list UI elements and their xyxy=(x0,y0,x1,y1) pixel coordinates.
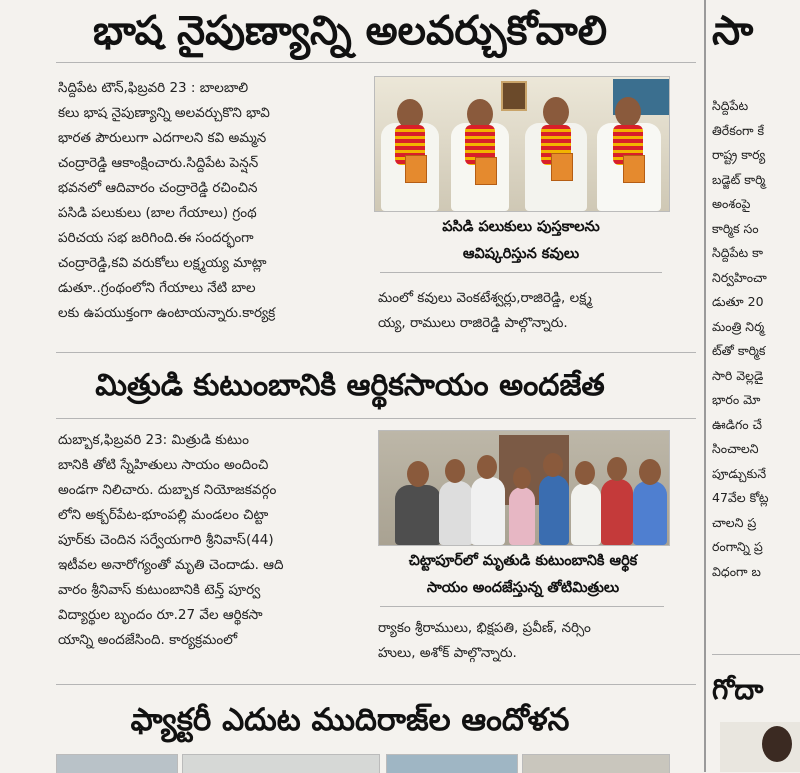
text-line: భారం మో xyxy=(712,392,761,407)
text-line: దుబ్బాక,ఫిబ్రవరి 23: మిత్రుడి కుటుం xyxy=(58,432,249,448)
text-line: భారత పౌరులుగా ఎదగాలని కవి అమ్మన xyxy=(58,130,267,146)
divider xyxy=(712,654,800,655)
text-line: పసిడి పలుకులు (బాల గేయాలు) గ్రంథ xyxy=(58,205,257,221)
article1-photo xyxy=(374,76,670,212)
divider xyxy=(56,684,696,685)
article2-body xyxy=(58,428,356,653)
article2-photo xyxy=(378,430,670,546)
text-line: అంశంపై xyxy=(712,196,751,211)
text-line: ఇటీవల అనారోగ్యంతో మృతి చెందాడు. ఆది xyxy=(58,557,284,573)
text-line: కలు భాష నైపుణ్యాన్ని అలవర్చుకొని భావి xyxy=(58,105,270,121)
text-line: మంత్రి నిర్మ xyxy=(712,318,765,334)
text-line: సిద్దిపేట టౌన్,ఫిబ్రవరి 23 : బాలబాలి xyxy=(58,80,249,96)
text-line: అండగా నిలిచారు. దుబ్బాక నియోజకవర్గం xyxy=(58,482,277,498)
text-line: బానికి తోటి స్నేహితులు సాయం అందించి xyxy=(58,457,269,473)
article2-caption xyxy=(372,548,674,602)
article1-headline: భాష నైపుణ్యాన్ని అలవర్చుకోవాలి xyxy=(92,8,608,54)
text-line: మంలో కవులు వెంకటేశ్వర్లు,రాజిరెడ్డి, లక్ష్మ xyxy=(378,290,592,306)
divider xyxy=(56,62,696,63)
caption-line: సాయం అందజేస్తున్న తోటిమిత్రులు xyxy=(426,580,620,596)
text-line: పరిచయ సభ జరిగింది.ఈ సందర్భంగా xyxy=(58,230,254,246)
article2-headline: మిత్రుడి కుటుంబానికి ఆర్థికసాయం అందజేత xyxy=(95,368,605,403)
article1-body xyxy=(58,76,354,326)
text-line: డుతూ..గ్రంథంలోని గేయాలు నేటి బాల xyxy=(58,280,256,296)
text-line: విధంగా బ xyxy=(712,563,761,579)
text-line: చంద్రారెడ్డి ఆకాంక్షించారు.సిద్దిపేట పెన్షన్ xyxy=(58,155,259,171)
text-line: వారం శ్రీనివాస్ కుటుంబానికి టెన్త్ పూర్వ xyxy=(58,582,261,598)
caption-line: చిట్టాపూర్‌లో మృతుడి కుటుంబానికి ఆర్థిక xyxy=(408,553,638,569)
right-photo xyxy=(720,722,800,772)
article3-photo-a xyxy=(56,754,178,773)
text-line: భవనలో ఆదివారం చంద్రారెడ్డి రచించిన xyxy=(58,180,258,196)
text-line: నిర్వహించా xyxy=(712,269,767,285)
right-headline-2: గోదా xyxy=(712,673,764,706)
text-line: చాలని ప్ర xyxy=(712,514,757,530)
article2-continued xyxy=(378,616,672,666)
text-line: ర్యాకం శ్రీరాములు, భిక్షపతి, ప్రవీణ్, నర్సిం xyxy=(378,620,591,636)
article3-photo-c xyxy=(386,754,518,773)
divider xyxy=(380,272,662,273)
article3-headline: ఫ్యాక్టరీ ఎదుట ముదిరాజ్‌ల ఆందోళన xyxy=(130,702,570,738)
text-line: 47వేల కోట్ల xyxy=(712,490,769,505)
divider xyxy=(56,418,696,419)
text-line: రాష్ట్ర కార్య xyxy=(712,147,766,162)
text-line: తిరేకంగా కే xyxy=(712,122,765,138)
article3-photo-d xyxy=(522,754,670,773)
caption-line: పసిడి పలుకులు పుస్తకాలను xyxy=(442,219,600,235)
text-line: కార్మిక సం xyxy=(712,220,759,236)
text-line: లోని అక్బర్‌పేట-భూంపల్లి మండలం చిట్టా xyxy=(58,507,269,523)
text-line: రంగాన్ని ప్ర xyxy=(712,539,763,554)
text-line: ఊడిగం చే xyxy=(712,416,763,432)
text-line: లకు ఉపయుక్తంగా ఉంటాయన్నారు.కార్యక్ర xyxy=(58,305,276,321)
portrait-frame xyxy=(501,81,527,111)
column-divider xyxy=(704,0,706,772)
text-line: పూర్‌కు చెందిన సర్వేయగారి శ్రీనివాస్(44) xyxy=(58,532,274,548)
text-line: పూడ్చుకునే xyxy=(712,465,767,481)
text-line: విద్యార్థుల బృందం రూ.27 వేల ఆర్థికసా xyxy=(58,607,263,623)
text-line: బడ్జెట్ కార్మి xyxy=(712,171,766,187)
right-headline: సా xyxy=(712,8,754,54)
right-body xyxy=(712,94,800,584)
text-line: సించాలని xyxy=(712,441,759,456)
article1-caption xyxy=(374,214,668,268)
divider xyxy=(380,606,664,607)
text-line: యాన్ని అందజేసింది. కార్యక్రమంలో xyxy=(58,632,238,648)
text-line: సారి వెల్లడై xyxy=(712,367,764,383)
caption-line: ఆవిష్కరిస్తున కవులు xyxy=(462,246,580,262)
text-line: డుతూ 20 xyxy=(712,294,764,309)
text-line: ట్‌తో కార్మిక xyxy=(712,343,766,358)
text-line: హులు, అశోక్ పాల్గొన్నారు. xyxy=(378,645,517,661)
right-column xyxy=(712,0,800,772)
text-line: య్య, రాములు రాజిరెడ్డి పాల్గొన్నారు. xyxy=(378,315,568,331)
article3-photo-b xyxy=(182,754,380,773)
text-line: సిద్దిపేట xyxy=(712,98,749,113)
divider xyxy=(56,352,696,353)
article1-continued xyxy=(378,286,668,336)
text-line: సిద్దిపేట కా xyxy=(712,245,763,260)
text-line: చంద్రారెడ్డి,కవి వరుకోలు లక్ష్మయ్య మాట్లా xyxy=(58,255,267,271)
